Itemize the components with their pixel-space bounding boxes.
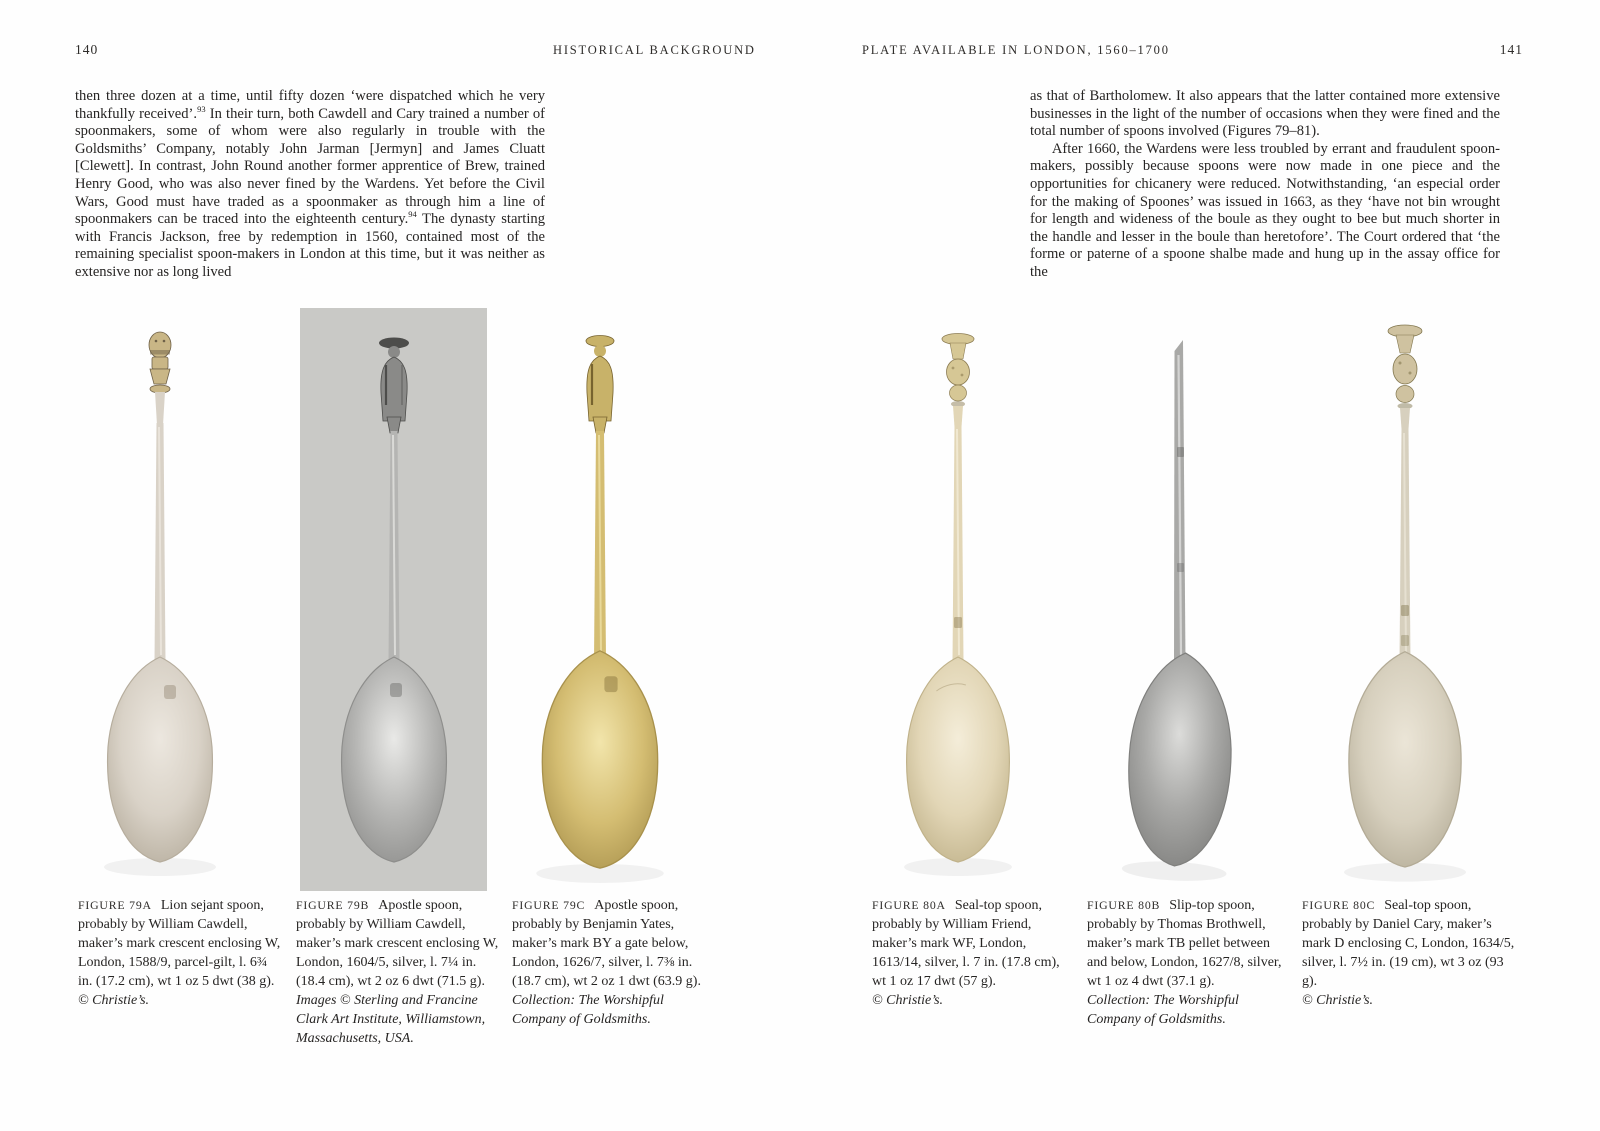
figure-caption-79c [512, 896, 717, 1029]
hallmark [390, 683, 402, 697]
text-run: The dynasty starting with Francis Jackson, free by redemption in 1560, contained most of the remaining specialist spoon-makers in London at this time, but it was neither as extensive nor as long lived [75, 211, 545, 280]
spoon-stem [389, 431, 400, 661]
caption-text: Lion sejant spoon, probably by William Cawdell, maker’s mark crescent enclosing W, London, 1588/9, parcel-gilt, l. 6¾ in. (17.2 cm), wt 1 oz 5 dwt (38 g). [78, 898, 281, 989]
spoon-bowl [904, 657, 1012, 876]
hallmark [954, 617, 962, 628]
figure-caption-79b [296, 896, 501, 1048]
spoon-stem [155, 423, 166, 661]
spoon-image-79b [294, 305, 494, 890]
hallmark [1177, 563, 1184, 572]
seal-top-finial [1388, 325, 1422, 429]
caption-text: Slip-top spoon, probably by Thomas Brothwell, maker’s mark TB pellet between and below, London, 1627/8, silver, wt 1 oz 4 dwt (37.1 g). [1087, 898, 1282, 989]
caption-credit: © Christie’s. [872, 993, 944, 1008]
apostle-finial [586, 336, 614, 434]
hallmark [1401, 605, 1409, 616]
paragraph [75, 88, 545, 282]
figure-label: FIGURE 80C [1302, 898, 1376, 912]
running-head-left: HISTORICAL BACKGROUND [553, 43, 756, 57]
hallmark [1177, 447, 1184, 457]
spoon-bowl [104, 657, 216, 876]
footnote-ref-93: 93 [197, 103, 206, 114]
figure-label: FIGURE 79A [78, 898, 152, 912]
spoon-stem [1400, 429, 1411, 663]
apostle-finial [379, 338, 409, 434]
spoon-image-80a [858, 305, 1058, 890]
spoon-image-79a [60, 305, 260, 890]
page-number-left: 140 [75, 42, 99, 57]
footnote-ref-94: 94 [408, 209, 417, 220]
spoon-bowl [1344, 652, 1466, 882]
slip-top-stem [1174, 340, 1186, 661]
figure-caption-80a [872, 896, 1077, 1010]
paragraph: After 1660, the Wardens were less troubled by errant and fraudulent spoon-makers, possibly because spoons were now made in one piece and the opportunities for chicanery were reduced. Notwithstanding, ‘an especial order for the making of Spoones’ was issued in 1663, as they ‘have not bin wrought for length and wideness of the boule as they ought to bee but much shorter in the handle and lesser in the boule than heretofore’. The Court ordered that ‘the forme or paterne of a spoone shalbe made and hung up in the assay office for the [1030, 140, 1500, 280]
spoon-bowl [1121, 650, 1238, 883]
caption-credit: Images © Sterling and Francine Clark Art Institute, Williamstown, Massachusetts, USA. [296, 993, 486, 1046]
hallmark [604, 676, 617, 692]
seal-top-finial [942, 334, 974, 428]
figure-caption-79a [78, 896, 283, 1010]
page-number-right: 141 [1499, 42, 1523, 57]
figure-caption-80c [1302, 896, 1517, 1010]
text-run: then three dozen at a time, until fifty dozen ‘were dispatched which he very thankfully received’. [75, 88, 545, 122]
spoon-image-79c [500, 305, 700, 890]
body-text-right [1030, 88, 1500, 282]
caption-credit: © Christie’s. [1302, 993, 1374, 1008]
spoon-image-80b [1080, 305, 1280, 890]
caption-credit: © Christie’s. [78, 993, 150, 1008]
body-text-left [75, 88, 545, 282]
figure-label: FIGURE 79B [296, 898, 370, 912]
caption-credit: Collection: The Worshipful Company of Goldsmiths. [512, 993, 664, 1027]
caption-text: Apostle spoon, probably by Benjamin Yates, maker’s mark BY a gate below, London, 1626/7, silver, l. 7⅜ in. (18.7 cm), wt 2 oz 1 dwt (63.9 g). [512, 898, 701, 989]
spoon-bowl [342, 657, 447, 862]
caption-text: Apostle spoon, probably by William Cawdell, maker’s mark crescent enclosing W, London, 1604/5, silver, l. 7¼ in. (18.4 cm), wt 2 oz 6 dwt (71.5 g). [296, 898, 499, 989]
caption-text: Seal-top spoon, probably by Daniel Cary, maker’s mark D enclosing C, London, 1634/5, silver, l. 7½ in. (19 cm), wt 3 oz (93 g). [1302, 898, 1515, 989]
figure-label: FIGURE 80A [872, 898, 946, 912]
figure-caption-80b [1087, 896, 1292, 1029]
hallmark [164, 685, 176, 699]
paragraph: as that of Bartholomew. It also appears that the latter contained more extensive businesses in the light of the number of occasions when they were fined and the total number of spoons involved (Figures 79–81). [1030, 88, 1500, 140]
spoon-stem [594, 431, 606, 661]
figure-label: FIGURE 80B [1087, 898, 1161, 912]
spoon-stem [953, 425, 964, 661]
spoon-bowl [536, 651, 664, 883]
figure-label: FIGURE 79C [512, 898, 586, 912]
text-run: In their turn, both Cawdell and Cary trained a number of spoonmakers, some of whom were also regularly in trouble with the Goldsmiths’ Company, notably John Jarman [Jermyn] and James Cluatt [Clewett]. In contrast, John Round another former apprentice of Brew, trained Henry Good, who was also never fined by the Wardens. Yet before the Civil Wars, Good must have traded as a spoonmaker as through him a line of spoonmakers can be traced into the eighteenth century. [75, 105, 545, 228]
spoon-image-80c [1305, 305, 1505, 890]
caption-text: Seal-top spoon, probably by William Friend, maker’s mark WF, London, 1613/14, silver, l. 7 in. (17.8 cm), wt 1 oz 17 dwt (57 g). [872, 898, 1060, 989]
lion-sejant-finial [149, 332, 171, 425]
running-head-right: PLATE AVAILABLE IN LONDON, 1560–1700 [862, 43, 1170, 57]
hallmark [1401, 635, 1409, 646]
caption-credit: Collection: The Worshipful Company of Goldsmiths. [1087, 993, 1239, 1027]
